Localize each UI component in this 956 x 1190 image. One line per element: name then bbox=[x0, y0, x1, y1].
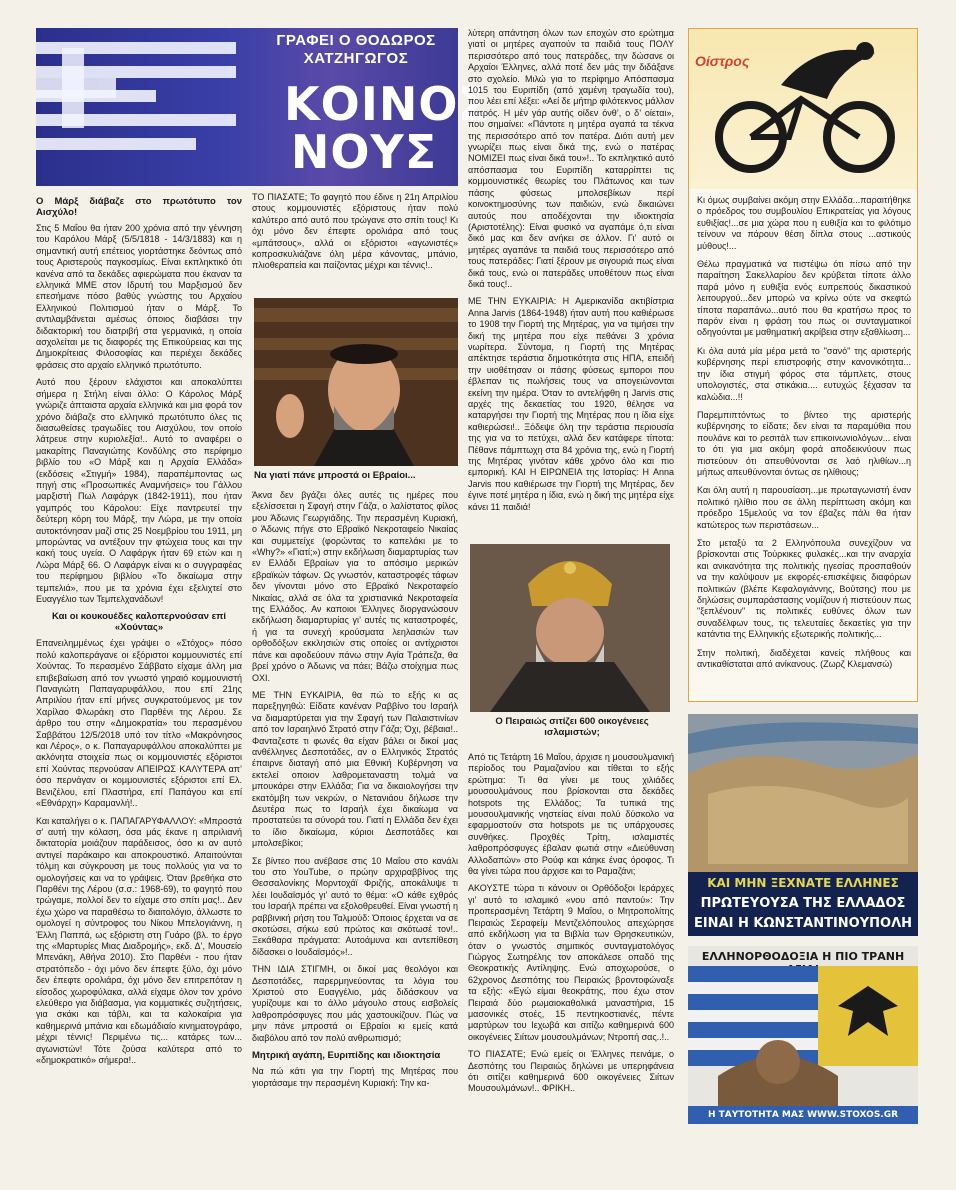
heading-mothers: Μητρική αγάπη, Ευριπίδης και ιδιοκτησία bbox=[252, 1050, 441, 1062]
ad-constantinople bbox=[688, 714, 918, 936]
paragraph: Κι όλα αυτά μία μέρα μετά το "σανό" της αριστερής κυβέρνησης περί επιστροφής στην κανονικότητα... την ίδια στιγμή φόρος στα τάμπλετς, στους υπολογιστές, στα στικάκια.... ευτυχώς ξέχασαν τα καλώδια...!! bbox=[697, 345, 911, 402]
oistros-banner bbox=[689, 29, 917, 189]
paragraph: λύτερη απάντηση όλων των εποχών στο ερώτημα γιατί οι μητέρες αγαπούν τα παιδιά τους ΠΟΛΥ περισσότερο από τους πατεράδες, την δώσανε οι Αρχαίοι Έλληνες, αλλά ποτέ δεν μάς την διδάξανε στο σχολείο. Μιλώ για το περίφημο Απόσπασμα 1015 του Ευριπίδη (από χαμένη τραγωδία του), που λέει επί λέξει: «Αεί δε μήτηρ φιλότεκνος μάλλον πατρός. Η μέν γάρ αυτής οίδεν όνθ’, ο δ’ οίεται», που σημαίνει: «Πάντοτε η μητέρα αγαπά τα τέκνα της περισσότερο από τον πατέρα. Διότι αυτή μεν γνωρίζει πως είναι δικά της, ενώ ο πατέρας ΝΟΜΙΖΕΙ πως είναι δικά του»!.. Το εκπληκτικό αυτό απόσπασμα του Ευριπίδη καταρρίπτει τις κομμουνιστικές θεωρίες του Πλάτωνος και των πάσης φύσεως μπολσεβίκων περί κοινοκτημοσύνης των παιδιών, ενώ δικαιώνει αυτούς που αποδέχονται την ιδιοκτησία (Αριστοτέλης): Είναι φυσικό να αγαπάμε ό,τι είναι δικό μας και δεν ανήκει σε άλλον. Γι’ αυτό οι μητέρες αγαπάνε τα παιδιά τους περισσότερο από τους πατεράδες: Γιατί ξέρουν με σιγουριά πως είναι δικά τους, ενώ οι πατεράδες υποθέτουν πως είναι δικά τους!.. bbox=[468, 28, 674, 289]
column-title: ΚΟΙΝΟΣ ΝΟΥΣ bbox=[284, 77, 491, 179]
paragraph: Αυτό που ξέρουν ελάχιστοι και αποκαλύπτει σήμερα η Στήλη είναι άλλο: Ο Κάρολος Μάρξ γνώριζε άπταιστα αρχαία ελληνικά και μια φορά τον χρόνο διάβαζε στο ελληνικό πρωτότυπο όλες τις διασωθείσες τραγωδίες του Αισχύλου, τον οποίο λάτρευε στην κυριολεξία!.. Αυτό το αναφέρει ο μακαρίτης Παναγιώτης Κονδύλης στο περίφημο βιβλίο του «Ο Μάρξ και η Αρχαία Ελλάδα» (εκδόσεις «Στιγμή» 1984), παραπέμποντας ως πηγή στις «Προσωπικές Αναμνήσεις» του Γάλλου μαρξιστή Πωλ Λαφάργκ (1842-1911), που ήταν γαμπρός του Κάρολου: Είχε παντρευτεί την δεύτερη κόρη του Μάρξ, την Λώρα, με την οποία αυτοκτόνησαν μαζί στις 25 Νοεμβρίου του 1911, μη μπορώντας να αντέξουν την φτώχεια τους και την κακή τους υγεία. Ο Λαφάργκ ήταν 69 ετών και η Λώρα Μάρξ 66. Ο Λαφάργκ είναι κι ο συγγραφέας του περίφημου βιβλίου «Το δικαίωμα στην τεμπελιά», που με τα χρόνια έχει εξελιχτεί στο Ευαγγέλιο των Τεμπελχανάδων! bbox=[36, 377, 242, 604]
paragraph: Άκνα δεν βγάζει όλες αυτές τις ημέρες που εξελίσσεται η Σφαγή στην Γάζα, ο λαλίστατος φίλος μου Άδωνις Γεωργιάδης. Την περασμένη Κυριακή, ο Άδωνις πήγε στο Εβραϊκό Νεκροταφείο Νικαίας και συμμετείχε (φορώντας το καπελάκι με το «Why?» «Γιατί;») στην εκδήλωση διαμαρτυρίας των εν Ελλάδι Εβραίων για το απόσιμο μερικών εβραϊκών τάφων. Ως γνωστόν, καταστροφές τάφων δεν γίνονται μόνο στο Εβραϊκό Νεκροταφείο Νικαίας, αλλά σε όλα τα χριστιανικά Νεκροταφεία της Ελλάδος. Αν καποιοι Έλληνες διοργανώσουν εκδήλωση διαμαρτυρίας γι’ αυτές τις καταστροφές, ή για τα συνεχή κρούσματα λεηλασιών των ορθοδόξων εκκλησιών στις οποίες οι αντίχριστοι πάνε και αφοδεύουν πάνω στην Αγία Τράπεζα, θα βρεί χρόνο ο Άδωνις να πάει; Βάζω στοίχημα πως ΟΧΙ. bbox=[252, 490, 458, 683]
heading-marx: Ο Μάρξ διάβαζε στο πρωτότυπο τον Αισχύλο! bbox=[36, 196, 242, 218]
paragraph: Και όλη αυτή η παρουσίαση...με πρωταγωνιστή έναν πολιτικό ηλίθιο που σε άλλη περίπτωση ακόμη και πρόεδρο 15μελούς να τον έβαζες πάλι θα ήταν κατώτερος των περιστάσεων... bbox=[697, 485, 911, 530]
column-2-top bbox=[252, 192, 458, 292]
paragraph: Θέλω πραγματικά να πιστέψω ότι πίσω από την παραίτηση Σακελλαρίου δεν κρύβεται τίποτε άλλο παρά μόνο η ευθιξία ενός ευπρεπούς δικαστικού λειτουργού...δεν μπορώ να κρίνω ούτε να σκεφτώ τίποτα παραπάνω...αυτό που θα κρατήσω προς το παρόν είναι η φράση του πως οι συνταγματικοί οδηγούνται με μαθηματική ακρίβεια στην εξαθλίωση... bbox=[697, 259, 911, 338]
caption-metropolitan: Ο Πειραιώς σιτίζει 600 οικογένειες ισλαμιστών; bbox=[495, 716, 649, 738]
paragraph: Από τις Τετάρτη 16 Μαΐου, άρχισε η μουσουλμανική περίοδος του Ραμαζανίου και τίθεται το εξής ερώτημα: Τι θα γίνει με τους χιλιάδες μουσουλμάνους που βρίσκονται στα δεκάδες hotspots της Ελλάδος; Τα τυπικά της μουσουλμανικής νηστείας είναι πολύ δύσκολο να εφαρμοστούν στα hotspots με τις υπάρχουσες συνθήκες. Προχθές Τρίτη, ισλαμιστές λαθροπρόσφυγες έβαλαν φωτιά στην «Διεύθυνση Αλλοδαπών» στο Ρούφ και κάηκε ένας όροφος. Τι θα γίνει τώρα που άρχισε και το Ραμαζάνι; bbox=[468, 752, 674, 877]
column-1 bbox=[36, 192, 242, 1152]
photo-metropolitan bbox=[470, 544, 670, 712]
paragraph: Κι όμως συμβαίνει ακόμη στην Ελλάδα...παραιτήθηκε ο πρόεδρος του συμβουλίου Επικρατείας για λόγους ευθιξίας!...σε μια χώρα που η ευθιξία και το φιλότιμο τείνουν να πάρουν θέση δίπλα στους ...αστικούς μύθους!... bbox=[697, 195, 911, 251]
heading-communists: Και οι κουκουέδες καλοπερνούσαν επί «Χούντας» bbox=[51, 611, 227, 634]
paragraph: ΤΟ ΠΙΑΣΑΤΕ; Ενώ εμείς οι Έλληνες πεινάμε, ο Δεσπότης του Πειραιώς δηλώνει με υπερηφάνεια ότι σιτίζει καθημερινά 600 οικογένειες Σιίτων Μουσουλμάνων!.. ΦΡΙΚΗ.. bbox=[468, 1049, 674, 1094]
paragraph: Και καταλήγει ο κ. ΠΑΠΑΓΑΡΥΦΑΛΛΟΥ: «Μπροστά σ’ αυτή την κόλαση, όσα μάς έκανε η απριλιανή δικτατορία μοιάζουν παράδεισος, όσο κι αν αυτό αντιγεί παράκαιρο και αποκρουστικό. Απαιτούνται τόλμη και σύγκρουση με τους πολλούς για να το ομολογήσεις και να το γράψεις. Όταν βρεθήκα στο Παρθένι της Λέρου (σ.σ.: 1968-69), το φαγητό που τρώγαμε, πολλοί δεν το είχαμε στο σπίτι μας!.. Δεν έχω χώρο να παραθέσω το διαιτολόγιο, άλλωστε το ομολογεί η σύντροφος του Νίκου Μπελογιάννη, η Έλλη Παππά, ως εξόριστη στη Γυάρο (βλ. το έργο της «Μαρτυρίες Μιας Διαδρομής», εκδ. Δ’, Μουσείο Μπενάκη, Αθήνα 2010). Στο Παρθένι - που ήταν στρατόπεδο - όχι μόνο δεν έπεφτε ξύλο, όχι μόνο δεν έπεφτε ορολιάρα, όχι μόνο δεν επιτρεπόταν η είσοδος χωροφύλακα, αλλά είχαμε όλον τον χρόνο ελεύθερο για διάβασμα, για κομματικές συζητήσεις, για σκάκι και τάβλι, και τα καλοκαίρια για καθημερινά μπάνια και εδωμάδιαίο κινηματογράφο, μέχρι τέννις! Περιμένω τις... κατάρες των... αγωνιστών! Τότε ζούσα καλύτερα από το «δημοκρατικό» σήμερα!.. bbox=[36, 815, 242, 1066]
ad-line-3: ΕΙΝΑΙ Η ΚΩΝΣΤΑΝΤΙΝΟΥΠΟΛΗ bbox=[693, 916, 913, 931]
ad-line-2: ΠΡΩΤΕΥΟΥΣΑ ΤΗΣ ΕΛΛΑΔΟΣ bbox=[700, 896, 906, 911]
column-2-bottom bbox=[252, 490, 458, 1148]
flag-eagle-graphic bbox=[688, 966, 918, 1116]
ad2-footer: Η ΤΑΥΤΟΤΗΤΑ ΜΑΣ WWW.STOXOS.GR bbox=[688, 1106, 918, 1124]
paragraph: Στις 5 Μαΐου θα ήταν 200 χρόνια από την γέννηση του Καρόλου Μάρξ (5/5/1818 - 14/3/1883) και η σημαντική αυτή επέτειος γιορτάστηκε δεόντως από τους Αριστερούς παγκοσμίως. Είναι εκπληκτικό ότι κανένα από τα δεκάδες αφιερώματα που έκαναν τα ελληνικά ΜΜΕ στον Ιδρυτή του Μαρξισμού δεν επεσήμανε πόσο βαθύς γνώστης του Αρχαίου Ελληνικού Πολιτισμού ήταν ο Μάρξ. Το αντιλαμβάνεται αμέσως όποιος διαβάσει την διδακτορική του διατριβή στα γερμανικά, η οποία ασχολείται με τις διαφορές της Επικούρειας και της Δημοκρίτειας Φιλοσοφίας και περιέχει δεκάδες φράσεις στο αρχαίο ελληνικό πρωτότυπο. bbox=[36, 223, 242, 370]
greek-flag-graphic bbox=[36, 28, 236, 186]
paragraph: ΜΕ ΤΗΝ ΕΥΚΑΙΡΙΑ: Η Αμερικανίδα ακτιβίστρια Anna Jarvis (1864-1948) ήταν αυτή που καθιέρωσε το 1908 την Γιορτή της Μητέρας, για να τιμήσει την δική της μητέρα που είχε πεθάνει 3 χρόνια νωρίτερα. Σύντομα, η Γιορτή της Μητέρας απέκτησε τεράστια δημοτικότητα στις ΗΠΑ, επειδή την υιοθέτησαν οι πάσης φύσεως εμποροι που έβλεπαν τις πωλήσεις τους να απογειώνονται εκείνη την ημέρα. Όταν το αντελήφθη η Jarvis στις αρχές της δεκαετίας του 1920, θέλησε να καταργήσει την Γιορτή της Μητέρας που η ίδια είχε καθιερώσει!.. Ξόδεψε όλη την τεράστια περιουσία της για να το πετύχει, αλλά δεν κατάφερε τίποτα: Πέθανε πάμπτωχη στα 84 χρόνια της, ενώ η Γιορτή της Μητέρας γινόταν κάθε χρόνο όλο και πιο εμπορική. ΚΑΙ Η ΕΙΡΩΝΕΙΑ της Ιστορίας: Η Anna Jarvis που καθιέρωσε την Γιορτή της Μητέρας, δεν έγινε ποτέ μητέρα η ίδια, ενώ η δική της μητέρα είχε κάνει 11 παιδιά! bbox=[468, 296, 674, 512]
oistros-text bbox=[697, 195, 911, 677]
column-masthead bbox=[36, 28, 491, 186]
column-3-bottom bbox=[468, 752, 674, 1152]
oistros-label: Οίστρος bbox=[695, 53, 750, 69]
metropolitan-portrait-graphic bbox=[470, 544, 670, 712]
paragraph: ΜΕ ΤΗΝ ΕΥΚΑΙΡΙΑ, θα πώ το εξής κι ας παρεξηγηθώ: Είδατε κανέναν Ραββίνο του Ισραήλ να διαμαρτύρεται για την Σφαγή των Παλαιστινίων από τον Ισραηλινό Στρατό στην Γάζα; Όχι, βέβαια!.. Φανταζεστε τι φωνές θα είχαν βάλει οι δικοί μας ανθέλληνες Δεσποτάδες, αν ο Ελληνικός Στρατός έπαιρνε διαταγή από μια Εθνική Κυβέρνηση να εκτελεί οποιον λαθρομεταναστη τολμά να μπουκάρει στην Ελλάδα; Για να δικαιολογήσει την εκατόμβη των νεκρών, ο Νετανιάου δήλωσε την Δευτέρα πως το Ισραήλ έχει δικαίωμα να προστατεύει τα σύνορά του. Γιατί η Ελλάδα δεν έχει το ίδιο δικαίωμα, κύριοι Δεσποτάδες και μπολσεβίκοι; bbox=[252, 689, 458, 849]
paragraph: Να πώ κάτι για την Γιορτή της Μητέρας που γιορτάσαμε την περασμένη Κυριακή: Την κα- bbox=[252, 1066, 458, 1088]
oistros-sidebar bbox=[688, 28, 918, 702]
column-author: ΓΡΑΦΕΙ Ο ΘΟΔΩΡΟΣ ΧΑΤΖΗΓΩΓΟΣ bbox=[276, 32, 436, 67]
paragraph: ΑΚΟΥΣΤΕ τώρα τι κάνουν οι Ορθόδοξοι Ιεράρχες γι’ αυτό το ισλαμικό «νου από παντού»: Την προπερασμένη Τετάρτη 9 Μαΐου, ο Μητροπολίτης Πειραιώς Σεραφείμ Μεντζελόπουλος απεχώρησε από εκδήλωση για τα Βιβλία των Θρησκευτικών, όταν ο γνωστός σημιτικός συνταγματολόγος Γιώργος Σωτηρέλης τον αποκάλεσε οπαδό της Θεοκρατικής Αντίληψης. Ενώ αποχωρούσε, ο 62χρονος Δεσπότης του Πειραιώς βροντοφώναξε τα εξής: «Εγώ είμαι θεοκράτης, που έχω στον Πειραιά δύο ρωμαιοκαθολικά μαναστήρια, 15 μασονικές στοές, 15 πεντηκοστιανές, πέντε μαρτύρων του Ιεχωβά και σιτίζω καθημερινά 600 οικογένειες Σιίτων μουσουλμάνων; Ντροπή σας..!.. bbox=[468, 883, 674, 1042]
ad-line-1: ΚΑΙ ΜΗΝ ΞΕΧΝΑΤΕ ΕΛΛΗΝΕΣ bbox=[707, 876, 899, 890]
paragraph: Επανειλημμένως έχει γράψει ο «Στόχος» πόσο πολύ καλοπεράγανε οι εξόριστοι κομμουνιστές επί Χούντας. Το περασμένο Σάββατο είχαμε άλλη μια επιβεβαίωση από τον γνωστό γηραιό κομμουνιστή Παναγιώτη Παπαγαρυφάλλου, που επί 21ης Απριλίου ήταν επί μήνες συγκρατούμενος με τον Χαρίλαο Φλωράκη στο Παρθένι της Λέρου. Σε άρθρο του στην «Δημοκρατία» του περασμένου Σαββάτου 12/5/2018 υπό τον τίτλο «Μακρόνησος και Λέρος», ο κ. Παπαγαρυφάλλου αποκαλύπτει με ακλόνητα στοιχεία πως οι κομμουνιστές εξόριστοι επί Χούντας περνούσαν ΑΠΕΙΡΩΣ ΚΑΛΥΤΕΡΑ απ’ όσο περνάγαν οι κομμουνιστές εξόριστοι επί Ελ. Βενιζέλου, επί Πλαστήρα, επί Παπάγου και επί «Εθνάρχη» Καραμανλή!.. bbox=[36, 638, 242, 809]
photo-rabbi bbox=[254, 298, 458, 466]
paragraph: Στην πολιτική, διαδέχεται κανείς πλήθους και αντικαθίσταται από ανίκανους. (Ζωρζ Κλεμανσώ) bbox=[697, 647, 911, 670]
caption-rabbi: Να γιατί πάνε μπροστά οι Εβραίοι... bbox=[254, 470, 416, 481]
paragraph: Στο μεταξύ τα 2 Ελληνόπουλα συνεχίζουν να βρίσκονται στις Τούρκικες φυλακές...και την αναρχία και ανικανότητα της πολιτικής ηγεσίας προσπαθούν να την καλύψουν με εκφορές-επισκέψεις διαφόρων πολιτικών (βλέπε Κεφαλογιάννης, Βούτσης) που με δηλώσεις συμπαράστασης νομίζουν ή πιστεύουν πως "ξεπλένουν" τις πολιτικές ευθύνες όλων των συναδέλφων τους, τις τελευταίες δεκαετίες για την κατάντια της Ελληνικής εξωτερικής πολιτικής... bbox=[697, 537, 911, 640]
ad2-title: ΕΛΛΗΝΟΡΘΟΔΟΞΙΑ Η ΠΙΟ ΤΡΑΝΗ bbox=[701, 950, 905, 963]
paragraph: ΤΟ ΠΙΑΣΑΤΕ; Το φαγητό που έδινε η 21η Απριλίου στους κομμουνιστές εξόριστους ήταν πολύ καλύτερο από αυτό που τρώγανε στο σπίτι τους! Κι όχι μόνο δεν έπεφτε ορολιάρα από τους «μπάτσους», αλλά οι εξόριστοι «αγωνιστές» κοπροσκυλιάζανε όλη μέρα κάνοντας, μπάνιο, πλιοθεραπεία και παίζοντας μέχρι και τέννις!.. bbox=[252, 192, 458, 271]
paragraph: Παρεμπιπτόντως το βίντεο της αριστερής κυβέρνησης το είδατε; δεν είναι τα παραμύθια που πουλάνε και το ρεσιτάλ των επικοινωνιολόγων... είναι το ότι για μια ακόμη φορά αποδεικνύουν πως πιστεύουν ότι απευθύνονται σε λαό ηλιθίων...η μήπως απευθύνονται όντως σε ηλίθιους; bbox=[697, 409, 911, 477]
paragraph: Σε βίντεο που ανέβασε στις 10 Μαΐου στο κανάλι του στο YouTube, ο πρώην αρχιραββίνος της Θεσσαλονίκης Μορντοχάϊ Φριζής, αποκάλυψε τι λέει Ιουδαϊσμός γι’ αυτό το θέμα: «Ο κάθε εχθρός του Ισραήλ πρέπει να εξολοθρευθεί. Είναι γνωστή η ραββινική ρήση του Ταλμούδ: Όποιος έρχεται να σε σκοτώσει, σήκω εσύ πρώτος και σκότωσέ τον!.. Ξεκάθαρα πράγματα: Αυτοάμυνα και αντεπίθεση δίδασκει ο Ιουδαϊσμός»!.. bbox=[252, 855, 458, 957]
rabbi-portrait-graphic bbox=[254, 298, 458, 466]
paragraph: ΤΗΝ ΙΔΙΑ ΣΤΙΓΜΗ, οι δικοί μας θεολόγοι και Δεσποτάδες, παρερμηνεύοντας τα λόγια του Χριστού στο Ευαγγέλιο, μάς διδάσκουν να γυρίζουμε και το άλλο μάγουλο στους εισβολείς λαθροπρόσφυγες που μάς χαστουκίζουν. Πώς να μην πάνε μπροστά οι Εβραίοι κι εμείς κατά διαβόλου από τον πολύ ανθρωπισμό; bbox=[252, 964, 458, 1043]
city-map-graphic bbox=[688, 714, 918, 874]
ad-ellinorthodoxia bbox=[688, 946, 918, 1124]
column-3-top bbox=[468, 28, 674, 536]
